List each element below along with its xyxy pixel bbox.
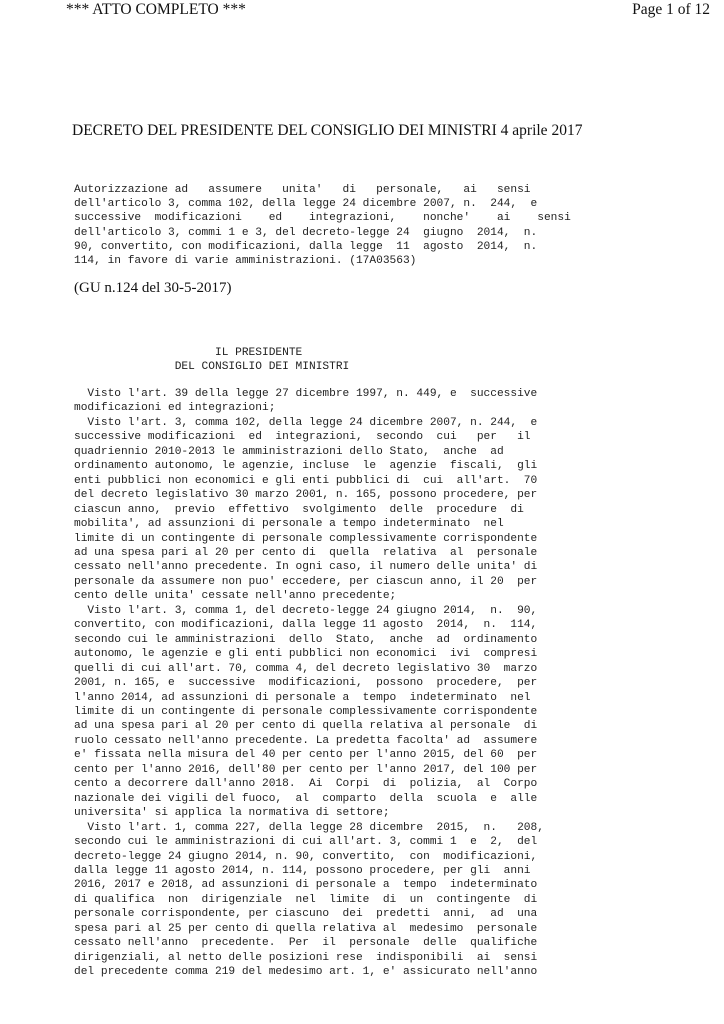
page-indicator: Page 1 of 12 [632,1,710,18]
decree-body-text: Visto l'art. 39 della legge 27 dicembre 1997, n. 449, e successive modificazioni ed integrazioni; Visto l'art. 3, comma 102, della legge 24 dicembre 2007, n. 244, e successive modificazioni ed integrazioni, secondo cui per il quadriennio 2010-2013 le amministrazioni dello Stato, anche ad ordinamento autonomo, le agenzie, incluse le agenzie fiscali, gli enti pubblici non economici e gli enti pubblici di cui all'art. 70 del decreto legislativo 30 marzo 2001, n. 165, possono procedere, per ciascun anno, previo effettivo svolgimento delle procedure di mobilita', ad assunzioni di personale a tempo indeterminato nel limite di un contingente di personale complessivamente corrispondente ad una spesa pari al 20 per cento di quella relativa al personale cessato nell'anno precedente. In ogni caso, il numero delle unita' di personale da assumere non puo' eccedere, per ciascun anno, il 20 per cento delle unita' cessate nell'anno precedente; Visto l'art. 3, comma 1, del decreto-legge 24 giugno 2014, n. 90, convertito, con modificazioni, dalla legge 11 agosto 2014, n. 114, secondo cui le amministrazioni dello Stato, anche ad ordinamento autonomo, le agenzie e gli enti pubblici non economici ivi compresi quelli di cui all'art. 70, comma 4, del decreto legislativo 30 marzo 2001, n. 165, e successive modificazioni, possono procedere, per l'anno 2014, ad assunzioni di personale a tempo indeterminato nel limite di un contingente di personale complessivamente corrispondente ad una spesa pari al 20 per cento di quella relativa al personale di ruolo cessato nell'anno precedente. La predetta facolta' ad assumere e' fissata nella misura del 40 per cento per l'anno 2015, del 60 per cento per l'anno 2016, dell'80 per cento per l'anno 2017, del 100 per cento a decorrere dall'anno 2018. Ai Corpi di polizia, al Corpo nazionale dei vigili del fuoco, al comparto della scuola e alle universita' si applica la normativa di settore; Visto l'art. 1, comma 227, della legge 28 dicembre 2015, n. 208, secondo cui le amministrazioni di cui all'art. 3, commi 1 e 2, del decreto-legge 24 giugno 2014, n. 90, convertito, con modificazioni, dalla legge 11 agosto 2014, n. 114, possono procedere, per gli anni 2016, 2017 e 2018, ad assunzioni di personale a tempo indeterminato di qualifica non dirigenziale nel limite di un contingente di personale corrispondente, per ciascuno dei predetti anni, ad una spesa pari al 25 per cento di quella relativa al medesimo personale cessato nell'anno precedente. Per il personale delle qualifiche dirigenziali, al netto delle posizioni rese indisponibili ai sensi del precedente comma 219 del medesimo art. 1, e' assicurato nell'anno [74,388,544,979]
document-status-label: *** ATTO COMPLETO *** [66,1,246,18]
decree-summary: Autorizzazione ad assumere unita' di personale, ai sensi dell'articolo 3, comma 102, della legge 24 dicembre 2007, n. 244, e successive modificazioni ed integrazioni, nonche' ai sensi dell'articolo 3, commi 1 e 3, del decreto-legge 24 giugno 2014, n. 90, convertito, con modificazioni, dalla legge 11 agosto 2014, n. 114, in favore di varie amministrazioni. (17A03563) [74,184,571,268]
gazzetta-reference: (GU n.124 del 30-5-2017) [74,280,232,296]
decree-title: DECRETO DEL PRESIDENTE DEL CONSIGLIO DEI MINISTRI 4 aprile 2017 [72,122,583,139]
presidente-heading: IL PRESIDENTE DEL CONSIGLIO DEI MINISTRI [174,347,350,374]
